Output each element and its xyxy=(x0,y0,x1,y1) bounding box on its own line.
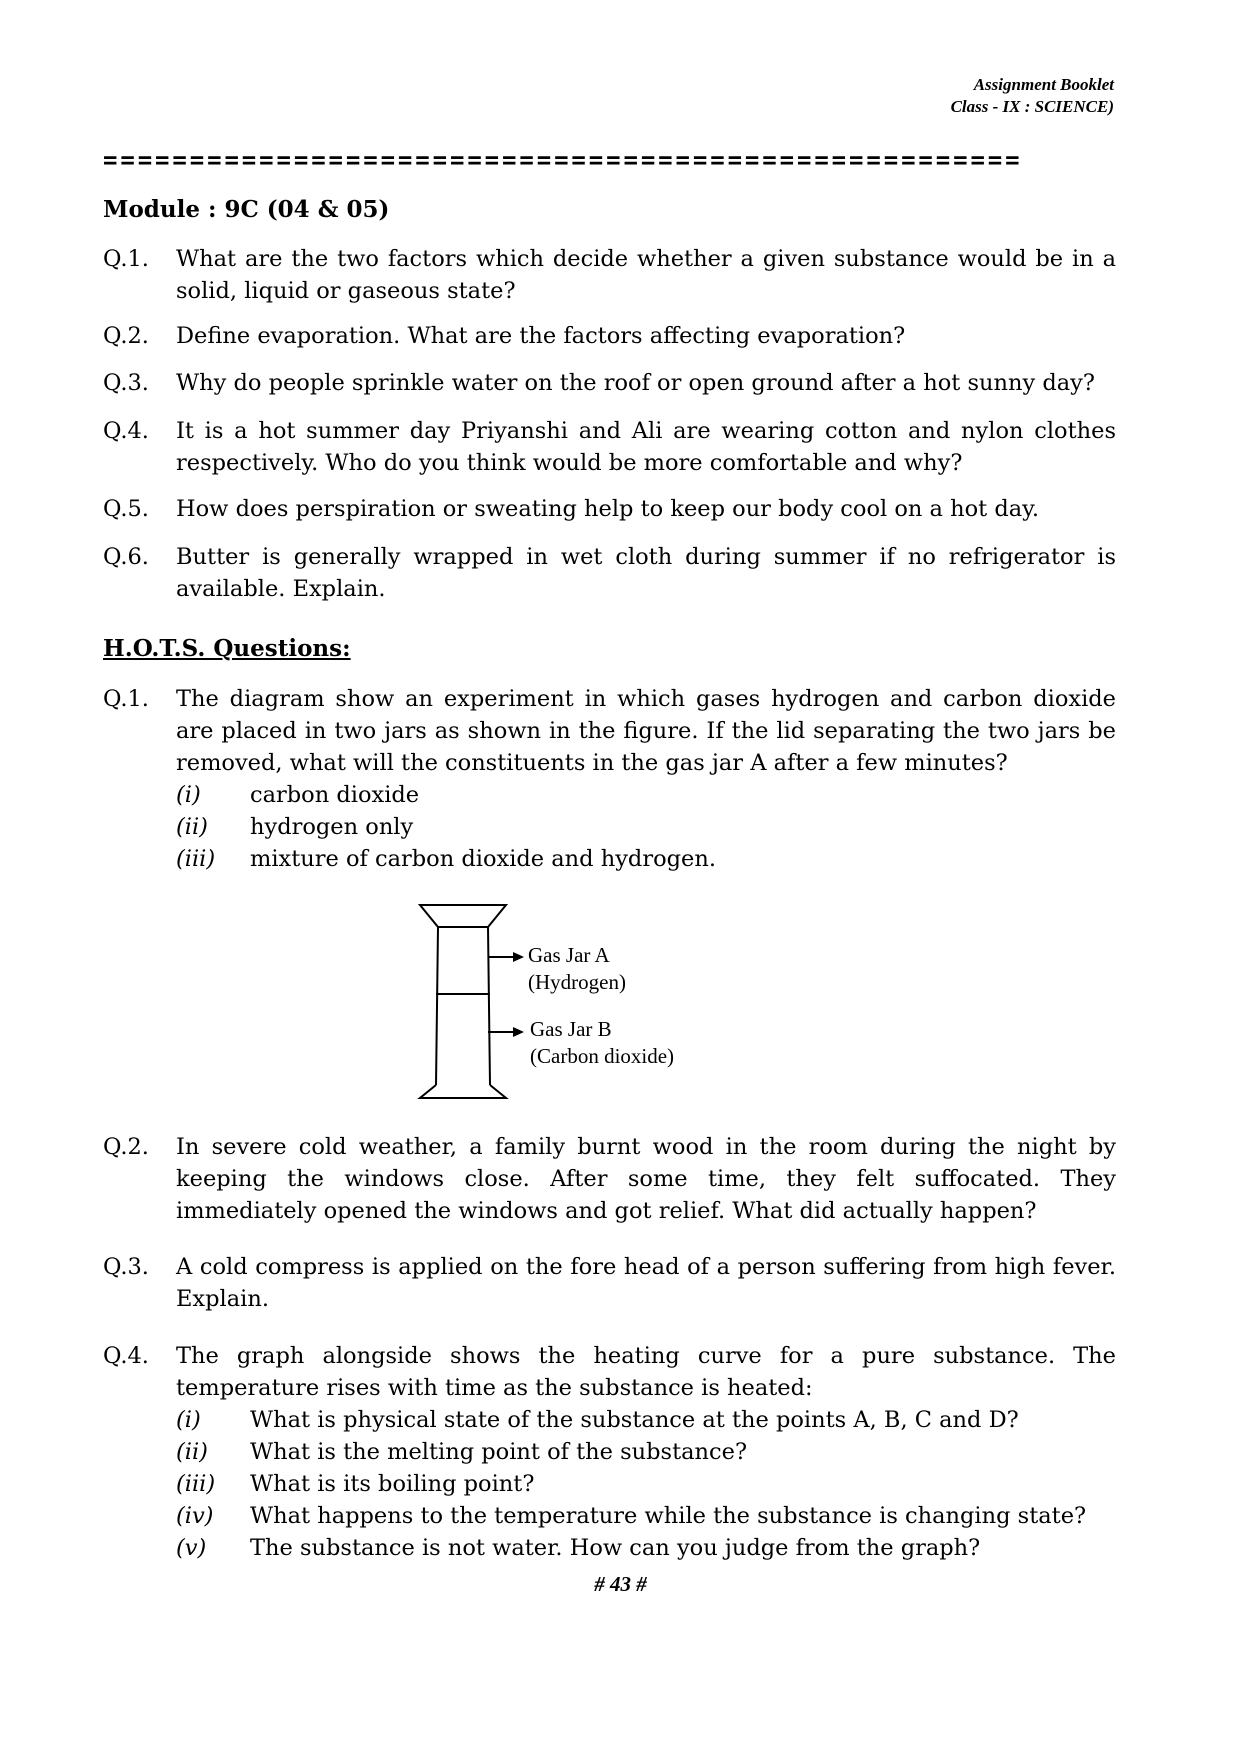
jar-a-gas: (Hydrogen) xyxy=(528,970,626,994)
option-numeral: (i) xyxy=(176,782,201,808)
question-number: Q.1. xyxy=(103,246,149,272)
gas-jar-drawing xyxy=(400,895,720,1105)
question-text: Butter is generally wrapped in wet cloth during summer if no refrigerator is available. Explain. xyxy=(176,544,1116,602)
hots-title: H.O.T.S. Questions: xyxy=(103,635,351,662)
hots-question-1 xyxy=(103,683,1116,779)
header-title: Assignment Booklet xyxy=(973,75,1114,94)
option-numeral: (iii) xyxy=(176,846,216,872)
module-question-2 xyxy=(103,320,1116,352)
option-numeral: (ii) xyxy=(176,1439,208,1465)
option-numeral: (iii) xyxy=(176,1471,216,1497)
question-text: Define evaporation. What are the factors affecting evaporation? xyxy=(176,323,906,349)
hots-question-3 xyxy=(103,1251,1116,1315)
question-number: Q.2. xyxy=(103,1134,149,1160)
question-number: Q.3. xyxy=(103,370,149,396)
option-text: carbon dioxide xyxy=(250,782,420,808)
question-text: The graph alongside shows the heating curve for a pure substance. The temperature rises with time as the substance is heated: xyxy=(176,1343,1116,1401)
option-text: What is its boiling point? xyxy=(250,1471,535,1497)
module-title: Module : 9C (04 & 05) xyxy=(103,196,390,223)
jar-left-wall xyxy=(436,927,438,1085)
jar-base xyxy=(420,1085,506,1098)
jar-b-gas: (Carbon dioxide) xyxy=(530,1044,675,1068)
jar-a-label: Gas Jar A xyxy=(528,943,610,967)
question-number: Q.4. xyxy=(103,418,149,444)
option-numeral: (i) xyxy=(176,1407,201,1433)
question-text: A cold compress is applied on the fore head of a person suffering from high fever. Explain. xyxy=(176,1254,1116,1312)
gas-jar-diagram xyxy=(400,895,720,1105)
option-numeral: (v) xyxy=(176,1535,207,1561)
question-number: Q.1. xyxy=(103,686,149,712)
module-question-3 xyxy=(103,367,1116,399)
arrowhead-jar-a xyxy=(513,952,524,962)
option-text: The substance is not water. How can you judge from the graph? xyxy=(250,1535,981,1561)
question-text: How does perspiration or sweating help to keep our body cool on a hot day. xyxy=(176,496,1040,522)
option-text: mixture of carbon dioxide and hydrogen. xyxy=(250,846,716,872)
module-question-1 xyxy=(103,243,1116,307)
question-number: Q.3. xyxy=(103,1254,149,1280)
module-question-5 xyxy=(103,493,1116,525)
module-question-4 xyxy=(103,415,1116,479)
option-numeral: (iv) xyxy=(176,1503,214,1529)
option-numeral: (ii) xyxy=(176,814,208,840)
question-number: Q.2. xyxy=(103,323,149,349)
hots-question-2 xyxy=(103,1131,1116,1227)
question-text: In severe cold weather, a family burnt wood in the room during the night by keeping the windows close. After some time, they felt suffocated. They immediately opened the windows and got relief. What did actually happen? xyxy=(176,1134,1116,1224)
jar-b-label: Gas Jar B xyxy=(530,1017,612,1041)
hots-question-4 xyxy=(103,1340,1116,1404)
question-text: The diagram show an experiment in which gases hydrogen and carbon dioxide are placed in two jars as shown in the figure. If the lid separating the two jars be removed, what will the constituents in the gas jar A after a few minutes? xyxy=(176,686,1116,776)
arrowhead-jar-b xyxy=(513,1027,524,1037)
option-text: What is physical state of the substance at the points A, B, C and D? xyxy=(250,1407,1019,1433)
option-text: hydrogen only xyxy=(250,814,414,840)
jar-right-wall xyxy=(488,927,490,1085)
jar-rim-top xyxy=(420,905,506,927)
question-text: It is a hot summer day Priyanshi and Ali are wearing cotton and nylon clothes respectively. Who do you think would be more comfortable and why? xyxy=(176,418,1116,476)
question-text: Why do people sprinkle water on the roof or open ground after a hot sunny day? xyxy=(176,370,1095,396)
page-number: # 43 # xyxy=(594,1572,647,1596)
option-text: What is the melting point of the substance? xyxy=(250,1439,748,1465)
option-text: What happens to the temperature while the substance is changing state? xyxy=(250,1503,1087,1529)
header-class: Class - IX : SCIENCE) xyxy=(950,97,1114,116)
module-question-6 xyxy=(103,541,1116,605)
question-number: Q.5. xyxy=(103,496,149,522)
question-text: What are the two factors which decide whether a given substance would be in a solid, liquid or gaseous state? xyxy=(176,246,1116,304)
booklet-header xyxy=(951,74,1114,118)
separator-rule: ===================================================== xyxy=(103,146,1023,174)
question-number: Q.4. xyxy=(103,1343,149,1369)
question-number: Q.6. xyxy=(103,544,149,570)
